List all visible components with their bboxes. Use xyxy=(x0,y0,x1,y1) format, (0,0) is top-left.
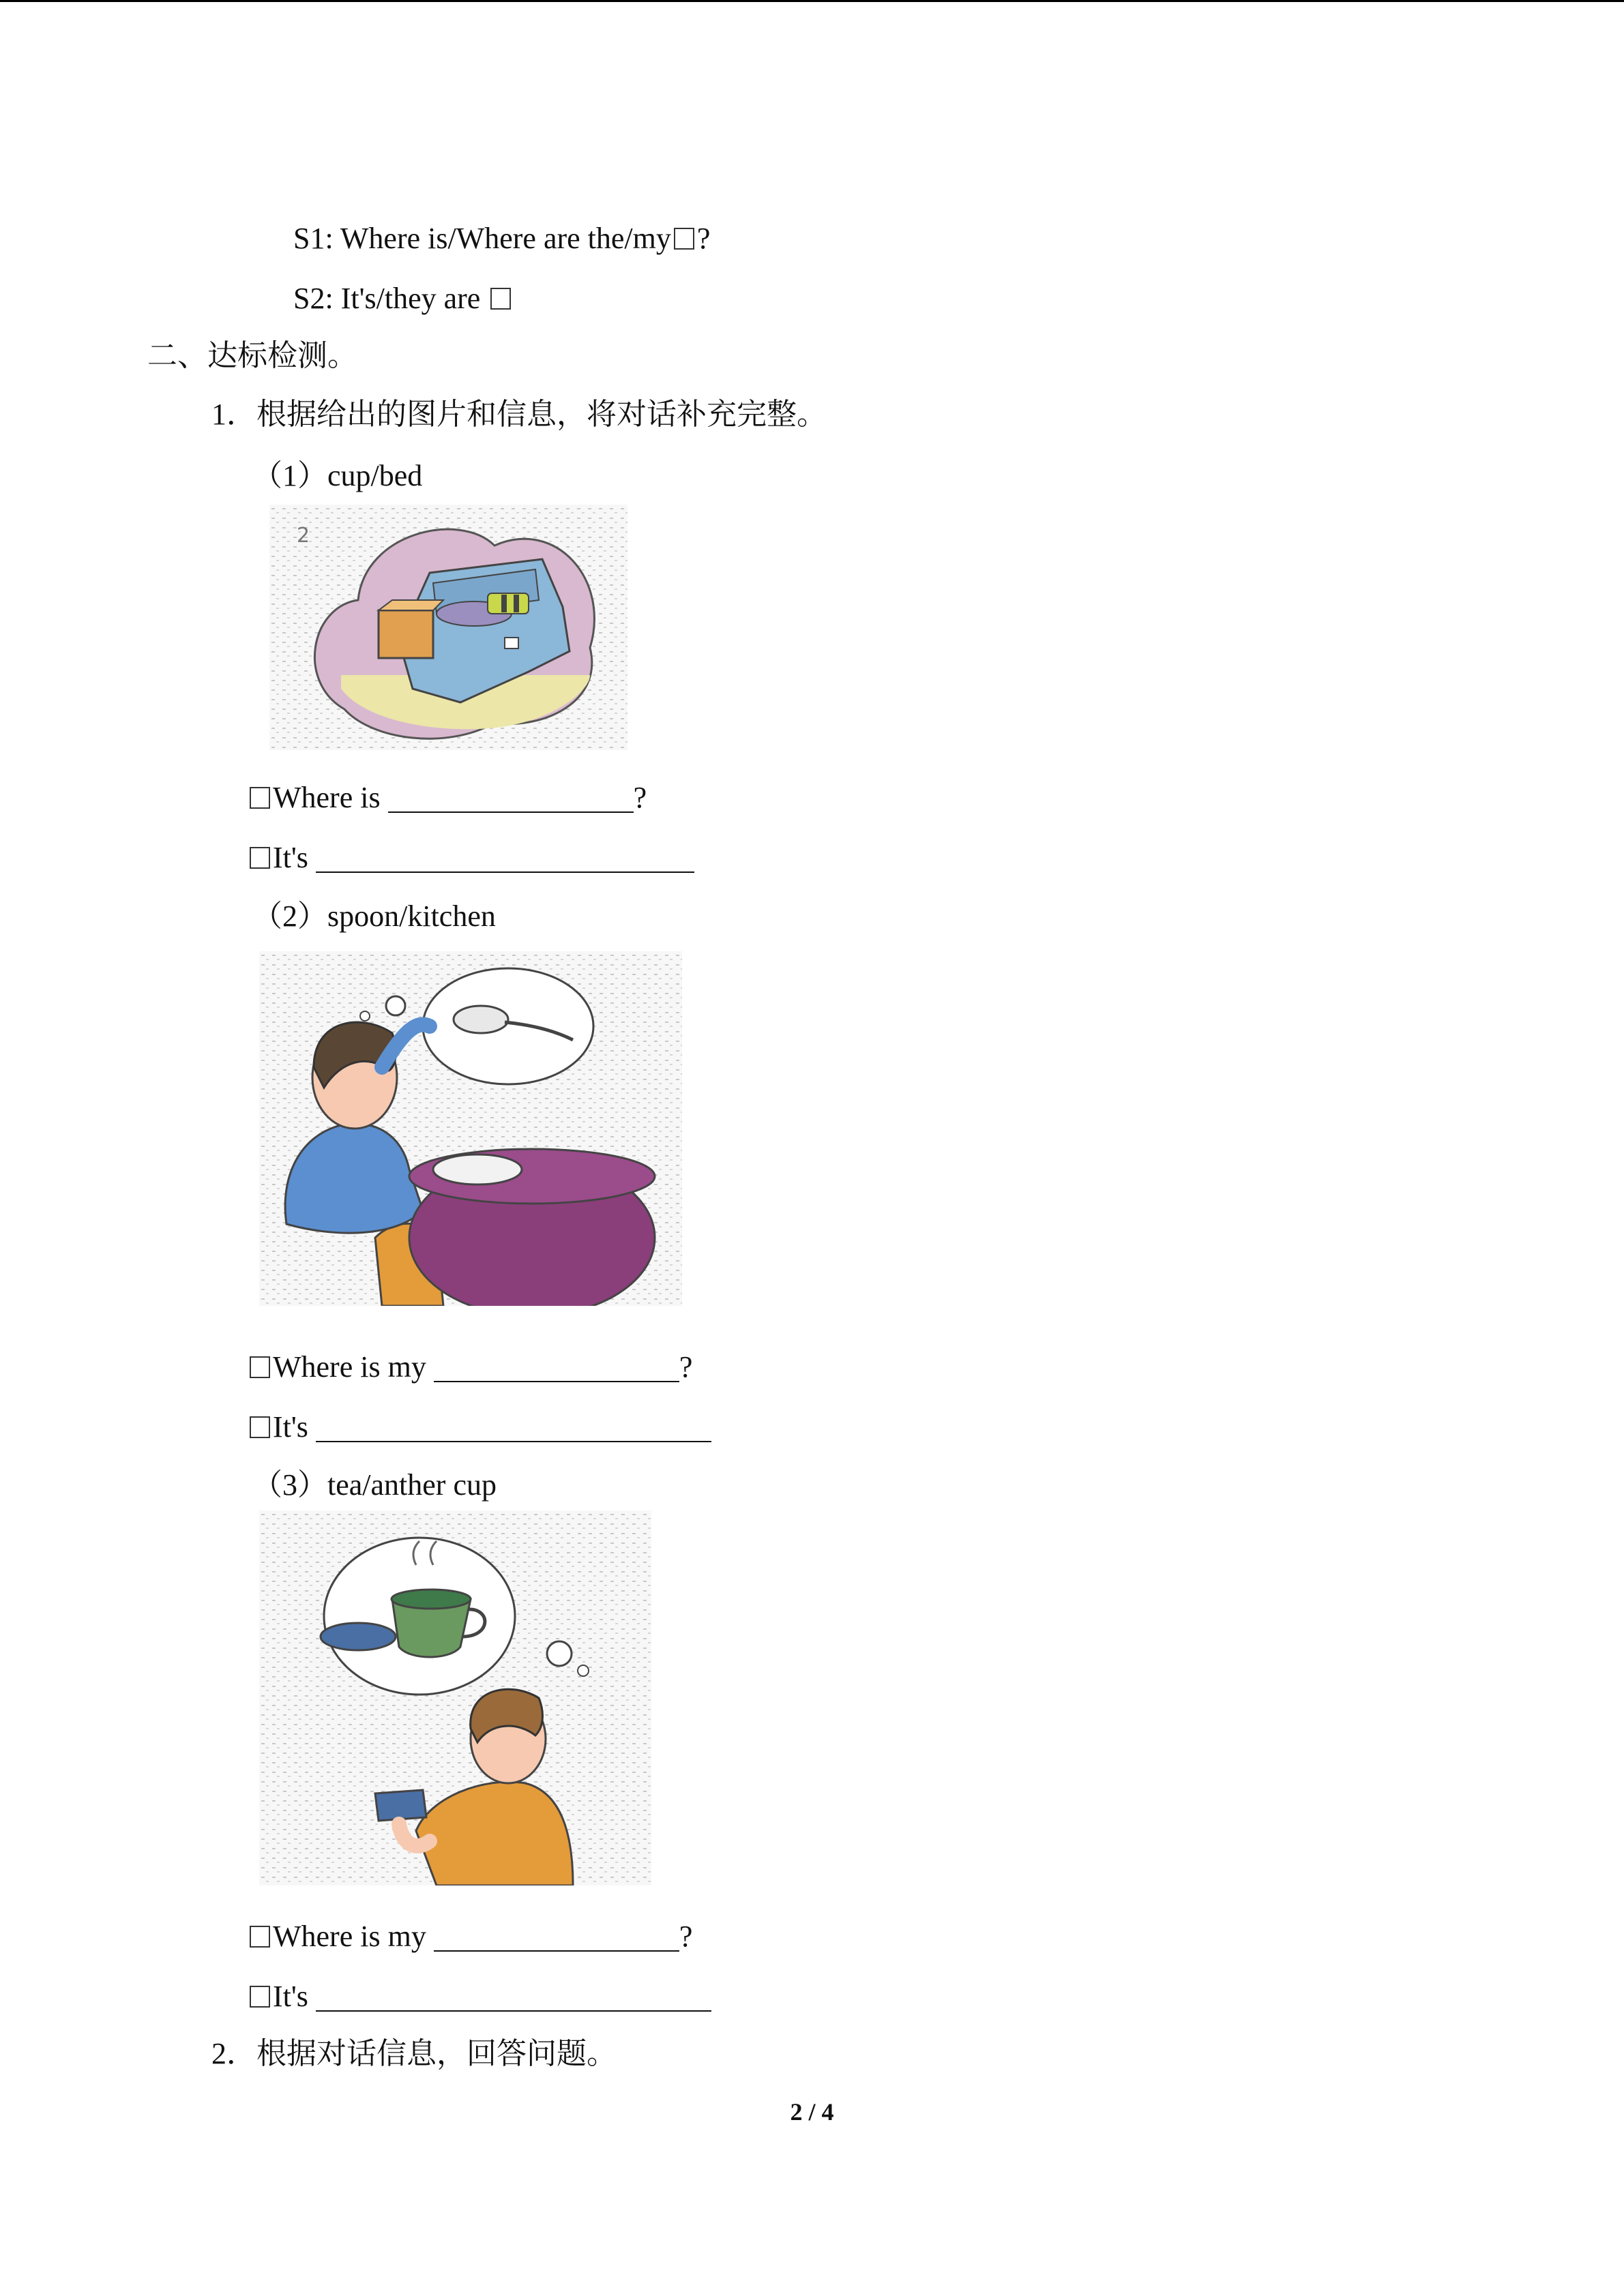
checkbox-icon xyxy=(250,787,270,809)
pattern-s1-text: S1: Where is/Where are the/my xyxy=(293,222,671,255)
checkbox-icon xyxy=(250,1926,270,1948)
pattern-s1 xyxy=(293,220,710,258)
question-mark: ? xyxy=(679,1350,693,1384)
image-sofa-scene xyxy=(269,505,628,750)
page-top-rule xyxy=(0,0,1624,2)
item-2-answer xyxy=(250,1408,711,1446)
item-3-answer xyxy=(250,1978,711,2016)
item-3-label: （3）tea/anther cup xyxy=(252,1468,497,1502)
item-2-question-blank[interactable] xyxy=(434,1351,679,1382)
item-2-question-text: Where is my xyxy=(273,1350,426,1384)
placeholder-box xyxy=(490,288,511,310)
image-boy-thinking-tea xyxy=(259,1510,651,1885)
question-mark: ? xyxy=(633,781,647,814)
question-2-instruction: 2．根据对话信息，回答问题。 xyxy=(211,2037,617,2070)
item-1-question-blank[interactable] xyxy=(388,781,634,813)
pattern-s2-text: S2: It's/they are xyxy=(293,282,481,315)
item-3-question-blank[interactable] xyxy=(434,1920,679,1952)
item-2-question xyxy=(250,1348,692,1386)
item-3-answer-text: It's xyxy=(273,1980,308,2013)
item-3-question xyxy=(250,1918,692,1956)
item-3-question-text: Where is my xyxy=(273,1920,426,1953)
item-1-question-text: Where is xyxy=(273,781,381,814)
item-2-answer-text: It's xyxy=(273,1410,308,1444)
item-2-answer-blank[interactable] xyxy=(316,1411,711,1442)
item-1-label: （1）cup/bed xyxy=(252,459,423,492)
item-1-question xyxy=(250,779,647,817)
item-3-answer-blank[interactable] xyxy=(316,1980,711,2012)
image-digit: 2 xyxy=(297,524,310,548)
question-mark: ? xyxy=(679,1920,693,1953)
pattern-s2 xyxy=(293,280,514,318)
section-title: 二、达标检测。 xyxy=(147,339,357,372)
item-1-answer-text: It's xyxy=(273,841,308,874)
item-1-answer-blank[interactable] xyxy=(316,841,694,873)
checkbox-icon xyxy=(250,1356,270,1378)
placeholder-box xyxy=(674,228,694,250)
checkbox-icon xyxy=(250,1986,270,2008)
page-number: 2 / 4 xyxy=(790,2098,834,2126)
checkbox-icon xyxy=(250,1416,270,1438)
checkbox-icon xyxy=(250,847,270,869)
image-boy-thinking-spoon xyxy=(259,951,682,1306)
item-1-answer xyxy=(250,839,694,877)
question-1-instruction: 1．根据给出的图片和信息，将对话补充完整。 xyxy=(211,398,827,431)
item-2-label: （2）spoon/kitchen xyxy=(252,899,496,933)
pattern-s1-end: ? xyxy=(696,222,711,255)
